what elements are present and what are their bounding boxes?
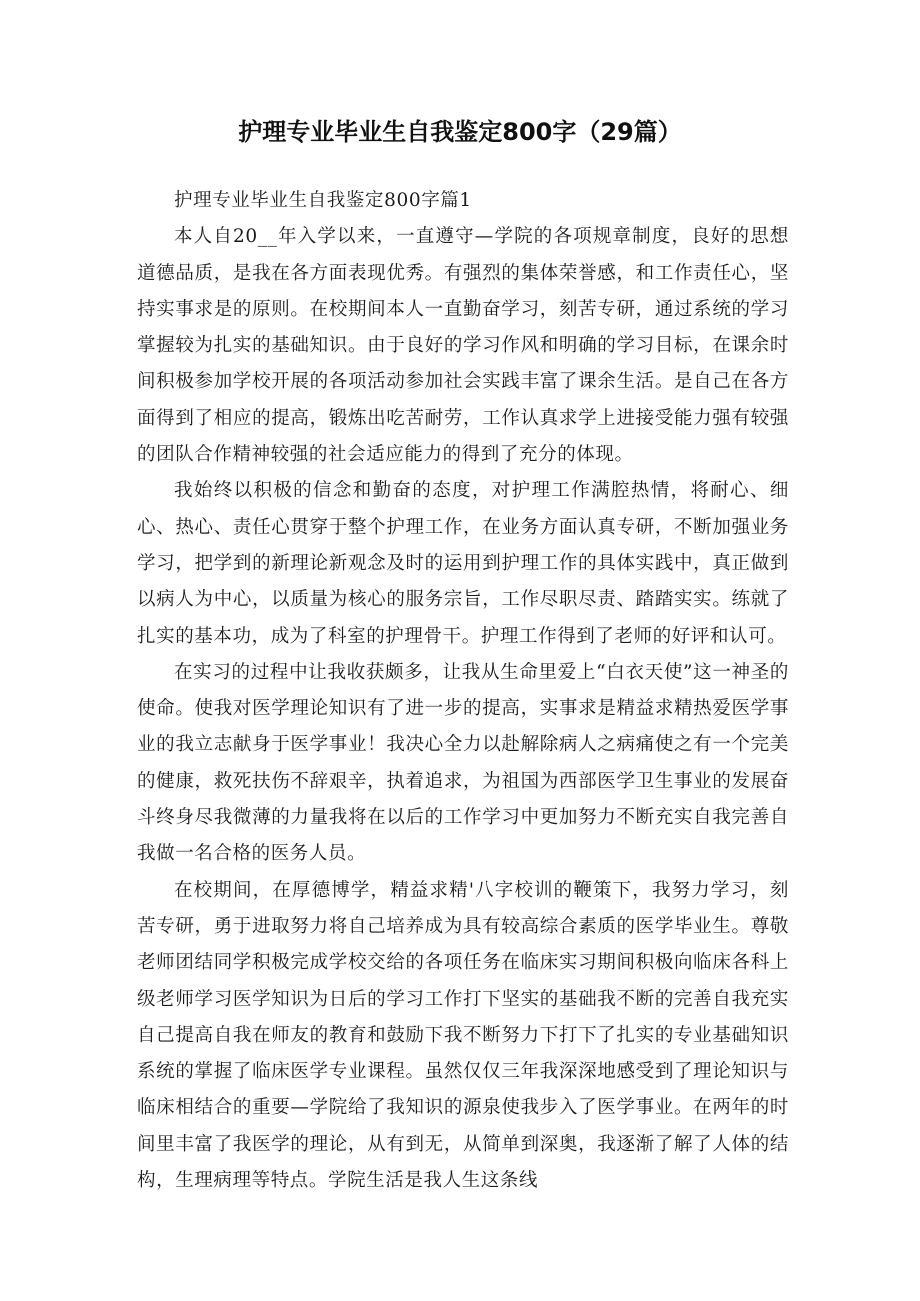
document-body [137, 183, 789, 1199]
document-title: 护理专业毕业生自我鉴定800字（29篇） [238, 118, 682, 146]
paragraph-1: 本人自20__年入学以来，一直遵守—学院的各项规章制度，良好的思想道德品质，是我在各方面表现优秀。有强烈的集体荣誉感，和工作责任心，坚持实事求是的原则。在校期间本人一直勤奋学习，刻苦专研，通过系统的学习掌握较为扎实的基础知识。由于良好的学习作风和明确的学习目标，在课余时间积极参加学校开展的各项活动参加社会实践丰富了课余生活。是自己在各方面得到了相应的提高，锻炼出吃苦耐劳，工作认真求学上进接受能力强有较强的团队合作精神较强的社会适应能力的得到了充分的体现。 [137, 226, 789, 466]
paragraph-2: 我始终以积极的信念和勤奋的态度，对护理工作满腔热情，将耐心、细心、热心、责任心贯穿于整个护理工作，在业务方面认真专研，不断加强业务学习，把学到的新理论新观念及时的运用到护理工作的具体实践中，真正做到以病人为中心，以质量为核心的服务宗旨，工作尽职尽责、踏踏实实。练就了扎实的基本功，成为了科室的护理骨干。护理工作得到了老师的好评和认可。 [137, 480, 789, 647]
section-heading: 护理专业毕业生自我鉴定800字篇1 [174, 190, 472, 211]
paragraph-3: 在实习的过程中让我收获颇多，让我从生命里爱上“白衣天使”这一神圣的使命。使我对医学理论知识有了进一步的提高，实事求是精益求精热爱医学事业的我立志献身于医学事业！我决心全力以赴解除病人之病痛使之有一个完美的健康，救死扶伤不辞艰辛，执着追求，为祖国为西部医学卫生事业的发展奋斗终身尽我微薄的力量我将在以后的工作学习中更加努力不断充实自我完善自我做一名合格的医务人员。 [137, 661, 789, 865]
paragraph-4: 在校期间，在厚德博学，精益求精'八字校训的鞭策下，我努力学习，刻苦专研，勇于进取努力将自己培养成为具有较高综合素质的医学毕业生。尊敬老师团结同学积极完成学校交给的各项任务在临床实习期间积极向临床各科上级老师学习医学知识为日后的学习工作打下坚实的基础我不断的完善自我充实自己提高自我在师友的教育和鼓励下我不断努力下打下了扎实的专业基础知识系统的掌握了临床医学专业课程。虽然仅仅三年我深深地感受到了理论知识与临床相结合的重要—学院给了我知识的源泉使我步入了医学事业。在两年的时间里丰富了我医学的理论，从有到无，从简单到深奥，我逐渐了解了人体的结构，生理病理等特点。学院生活是我人生这条线 [137, 879, 789, 1192]
